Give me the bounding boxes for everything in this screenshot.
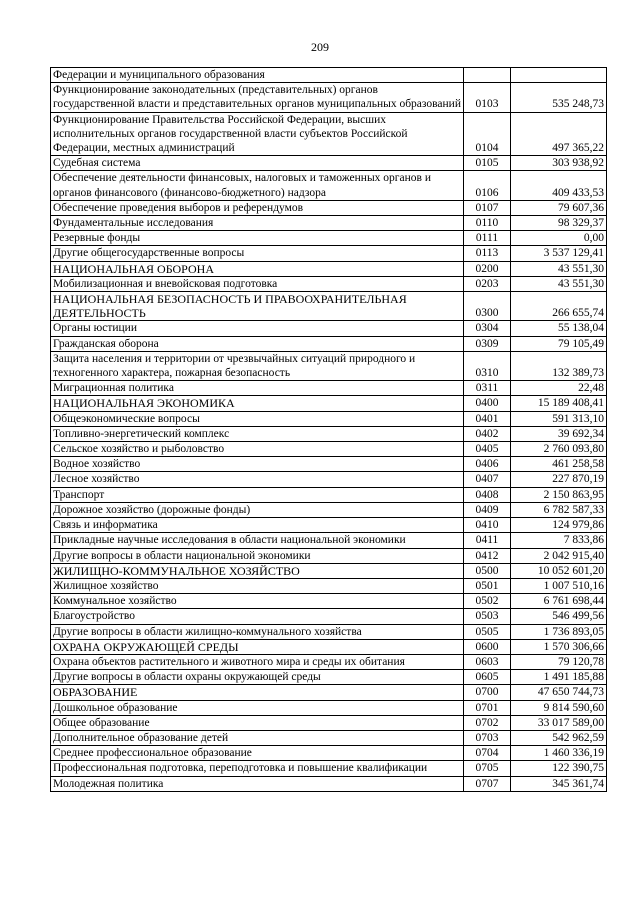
amount-cell: 1 570 306,66 xyxy=(511,639,607,654)
section-code-cell: 0408 xyxy=(464,487,511,502)
section-code-cell: 0304 xyxy=(464,321,511,336)
expense-name-cell: Профессиональная подготовка, переподготовка и повышение квалификации xyxy=(51,761,464,776)
expense-name-cell: Другие вопросы в области жилищно-коммунального хозяйства xyxy=(51,624,464,639)
amount-cell: 124 979,86 xyxy=(511,518,607,533)
table-row xyxy=(51,381,607,396)
amount-cell: 9 814 590,60 xyxy=(511,700,607,715)
expense-name-cell: Другие вопросы в области национальной экономики xyxy=(51,548,464,563)
expense-name-cell: Связь и информатика xyxy=(51,518,464,533)
amount-cell: 39 692,34 xyxy=(511,426,607,441)
table-row xyxy=(51,730,607,745)
expense-name-cell: Транспорт xyxy=(51,487,464,502)
section-code-cell: 0702 xyxy=(464,715,511,730)
section-code-cell: 0402 xyxy=(464,426,511,441)
table-row xyxy=(51,609,607,624)
amount-cell: 43 551,30 xyxy=(511,261,607,276)
section-code-cell: 0412 xyxy=(464,548,511,563)
table-row xyxy=(51,776,607,791)
expense-name-cell: Коммунальное хозяйство xyxy=(51,594,464,609)
section-code-cell: 0106 xyxy=(464,171,511,200)
amount-cell: 535 248,73 xyxy=(511,83,607,112)
amount-cell: 132 389,73 xyxy=(511,351,607,380)
section-code-cell: 0110 xyxy=(464,216,511,231)
amount-cell: 47 650 744,73 xyxy=(511,685,607,700)
expense-name-cell: Защита населения и территории от чрезвычайных ситуаций природного и техногенного характера, пожарная безопасность xyxy=(51,351,464,380)
section-code-cell: 0500 xyxy=(464,563,511,578)
expense-name-cell: Молодежная политика xyxy=(51,776,464,791)
budget-table xyxy=(50,67,607,792)
section-code-cell: 0505 xyxy=(464,624,511,639)
amount-cell: 1 460 336,19 xyxy=(511,746,607,761)
budget-table-body xyxy=(51,68,607,792)
amount-cell: 22,48 xyxy=(511,381,607,396)
page-number: 209 xyxy=(311,40,329,54)
amount-cell: 591 313,10 xyxy=(511,411,607,426)
section-code-cell: 0405 xyxy=(464,442,511,457)
section-row xyxy=(51,261,607,276)
expense-name-cell: Среднее профессиональное образование xyxy=(51,746,464,761)
expense-name-cell: Фундаментальные исследования xyxy=(51,216,464,231)
section-code-cell: 0603 xyxy=(464,654,511,669)
expense-name-cell: ОХРАНА ОКРУЖАЮЩЕЙ СРЕДЫ xyxy=(51,639,464,654)
table-row xyxy=(51,518,607,533)
table-row xyxy=(51,411,607,426)
section-row xyxy=(51,639,607,654)
section-code-cell: 0701 xyxy=(464,700,511,715)
section-code-cell: 0707 xyxy=(464,776,511,791)
amount-cell: 1 491 185,88 xyxy=(511,670,607,685)
expense-name-cell: Функционирование Правительства Российской Федерации, высших исполнительных органов государственной власти субъектов Российской Федерации, местных администраций xyxy=(51,112,464,156)
table-row xyxy=(51,156,607,171)
table-row xyxy=(51,216,607,231)
section-code-cell: 0703 xyxy=(464,730,511,745)
table-row xyxy=(51,502,607,517)
amount-cell: 3 537 129,41 xyxy=(511,246,607,261)
section-code-cell: 0203 xyxy=(464,276,511,291)
section-code-cell: 0401 xyxy=(464,411,511,426)
amount-cell: 122 390,75 xyxy=(511,761,607,776)
section-row xyxy=(51,292,607,321)
amount-cell: 409 433,53 xyxy=(511,171,607,200)
expense-name-cell: Мобилизационная и вневойсковая подготовка xyxy=(51,276,464,291)
amount-cell: 0,00 xyxy=(511,231,607,246)
expense-name-cell: НАЦИОНАЛЬНАЯ ОБОРОНА xyxy=(51,261,464,276)
table-row xyxy=(51,68,607,83)
table-row xyxy=(51,426,607,441)
table-row xyxy=(51,487,607,502)
table-row xyxy=(51,548,607,563)
table-row xyxy=(51,578,607,593)
amount-cell: 43 551,30 xyxy=(511,276,607,291)
expense-name-cell: Дошкольное образование xyxy=(51,700,464,715)
amount-cell: 266 655,74 xyxy=(511,292,607,321)
table-row xyxy=(51,654,607,669)
section-code-cell: 0111 xyxy=(464,231,511,246)
section-code-cell: 0107 xyxy=(464,200,511,215)
expense-name-cell: Органы юстиции xyxy=(51,321,464,336)
section-code-cell: 0406 xyxy=(464,457,511,472)
expense-name-cell: ЖИЛИЩНО-КОММУНАЛЬНОЕ ХОЗЯЙСТВО xyxy=(51,563,464,578)
table-row xyxy=(51,670,607,685)
amount-cell: 2 042 915,40 xyxy=(511,548,607,563)
section-code-cell: 0200 xyxy=(464,261,511,276)
expense-name-cell: НАЦИОНАЛЬНАЯ БЕЗОПАСНОСТЬ И ПРАВООХРАНИТЕЛЬНАЯ ДЕЯТЕЛЬНОСТЬ xyxy=(51,292,464,321)
amount-cell xyxy=(511,68,607,83)
expense-name-cell: Благоустройство xyxy=(51,609,464,624)
section-code-cell: 0407 xyxy=(464,472,511,487)
section-row xyxy=(51,563,607,578)
section-code-cell: 0400 xyxy=(464,396,511,411)
section-code-cell: 0705 xyxy=(464,761,511,776)
section-code-cell: 0105 xyxy=(464,156,511,171)
amount-cell: 79 105,49 xyxy=(511,336,607,351)
table-row xyxy=(51,231,607,246)
expense-name-cell: Общеэкономические вопросы xyxy=(51,411,464,426)
amount-cell: 303 938,92 xyxy=(511,156,607,171)
table-row xyxy=(51,746,607,761)
section-row xyxy=(51,685,607,700)
expense-name-cell: Водное хозяйство xyxy=(51,457,464,472)
expense-name-cell: Обеспечение деятельности финансовых, налоговых и таможенных органов и органов финансового (финансово-бюджетного) надзора xyxy=(51,171,464,200)
amount-cell: 497 365,22 xyxy=(511,112,607,156)
section-code-cell: 0502 xyxy=(464,594,511,609)
section-code-cell: 0503 xyxy=(464,609,511,624)
section-code-cell: 0104 xyxy=(464,112,511,156)
expense-name-cell: Судебная система xyxy=(51,156,464,171)
amount-cell: 98 329,37 xyxy=(511,216,607,231)
section-code-cell: 0704 xyxy=(464,746,511,761)
section-row xyxy=(51,396,607,411)
table-row xyxy=(51,700,607,715)
expense-name-cell: Прикладные научные исследования в области национальной экономики xyxy=(51,533,464,548)
table-row xyxy=(51,457,607,472)
expense-name-cell: Резервные фонды xyxy=(51,231,464,246)
expense-name-cell: Обеспечение проведения выборов и референдумов xyxy=(51,200,464,215)
table-row xyxy=(51,336,607,351)
table-row xyxy=(51,624,607,639)
section-code-cell: 0410 xyxy=(464,518,511,533)
table-row xyxy=(51,533,607,548)
section-code-cell: 0311 xyxy=(464,381,511,396)
table-row xyxy=(51,171,607,200)
expense-name-cell: Дорожное хозяйство (дорожные фонды) xyxy=(51,502,464,517)
amount-cell: 10 052 601,20 xyxy=(511,563,607,578)
amount-cell: 2 150 863,95 xyxy=(511,487,607,502)
section-code-cell: 0113 xyxy=(464,246,511,261)
expense-name-cell: Федерации и муниципального образования xyxy=(51,68,464,83)
section-code-cell: 0310 xyxy=(464,351,511,380)
section-code-cell: 0411 xyxy=(464,533,511,548)
section-code-cell: 0605 xyxy=(464,670,511,685)
amount-cell: 1 007 510,16 xyxy=(511,578,607,593)
section-code-cell: 0600 xyxy=(464,639,511,654)
expense-name-cell: Жилищное хозяйство xyxy=(51,578,464,593)
section-code-cell xyxy=(464,68,511,83)
table-row xyxy=(51,472,607,487)
amount-cell: 15 189 408,41 xyxy=(511,396,607,411)
section-code-cell: 0300 xyxy=(464,292,511,321)
section-code-cell: 0501 xyxy=(464,578,511,593)
table-row xyxy=(51,112,607,156)
expense-name-cell: Миграционная политика xyxy=(51,381,464,396)
amount-cell: 1 736 893,05 xyxy=(511,624,607,639)
amount-cell: 542 962,59 xyxy=(511,730,607,745)
expense-name-cell: Охрана объектов растительного и животного мира и среды их обитания xyxy=(51,654,464,669)
expense-name-cell: Лесное хозяйство xyxy=(51,472,464,487)
amount-cell: 546 499,56 xyxy=(511,609,607,624)
amount-cell: 461 258,58 xyxy=(511,457,607,472)
section-code-cell: 0409 xyxy=(464,502,511,517)
expense-name-cell: ОБРАЗОВАНИЕ xyxy=(51,685,464,700)
expense-name-cell: Другие общегосударственные вопросы xyxy=(51,246,464,261)
table-row xyxy=(51,276,607,291)
amount-cell: 79 607,36 xyxy=(511,200,607,215)
amount-cell: 7 833,86 xyxy=(511,533,607,548)
table-row xyxy=(51,715,607,730)
table-row xyxy=(51,246,607,261)
expense-name-cell: Функционирование законодательных (представительных) органов государственной власти и представительных органов муниципальных образований xyxy=(51,83,464,112)
table-row xyxy=(51,442,607,457)
amount-cell: 33 017 589,00 xyxy=(511,715,607,730)
expense-name-cell: Общее образование xyxy=(51,715,464,730)
table-row xyxy=(51,321,607,336)
expense-name-cell: Другие вопросы в области охраны окружающей среды xyxy=(51,670,464,685)
expense-name-cell: Гражданская оборона xyxy=(51,336,464,351)
amount-cell: 79 120,78 xyxy=(511,654,607,669)
section-code-cell: 0309 xyxy=(464,336,511,351)
amount-cell: 6 761 698,44 xyxy=(511,594,607,609)
amount-cell: 227 870,19 xyxy=(511,472,607,487)
table-row xyxy=(51,761,607,776)
amount-cell: 6 782 587,33 xyxy=(511,502,607,517)
expense-name-cell: Сельское хозяйство и рыболовство xyxy=(51,442,464,457)
expense-name-cell: Дополнительное образование детей xyxy=(51,730,464,745)
table-row xyxy=(51,83,607,112)
expense-name-cell: НАЦИОНАЛЬНАЯ ЭКОНОМИКА xyxy=(51,396,464,411)
table-row xyxy=(51,200,607,215)
table-row xyxy=(51,594,607,609)
expense-name-cell: Топливно-энергетический комплекс xyxy=(51,426,464,441)
amount-cell: 345 361,74 xyxy=(511,776,607,791)
section-code-cell: 0700 xyxy=(464,685,511,700)
amount-cell: 55 138,04 xyxy=(511,321,607,336)
amount-cell: 2 760 093,80 xyxy=(511,442,607,457)
section-code-cell: 0103 xyxy=(464,83,511,112)
table-row xyxy=(51,351,607,380)
